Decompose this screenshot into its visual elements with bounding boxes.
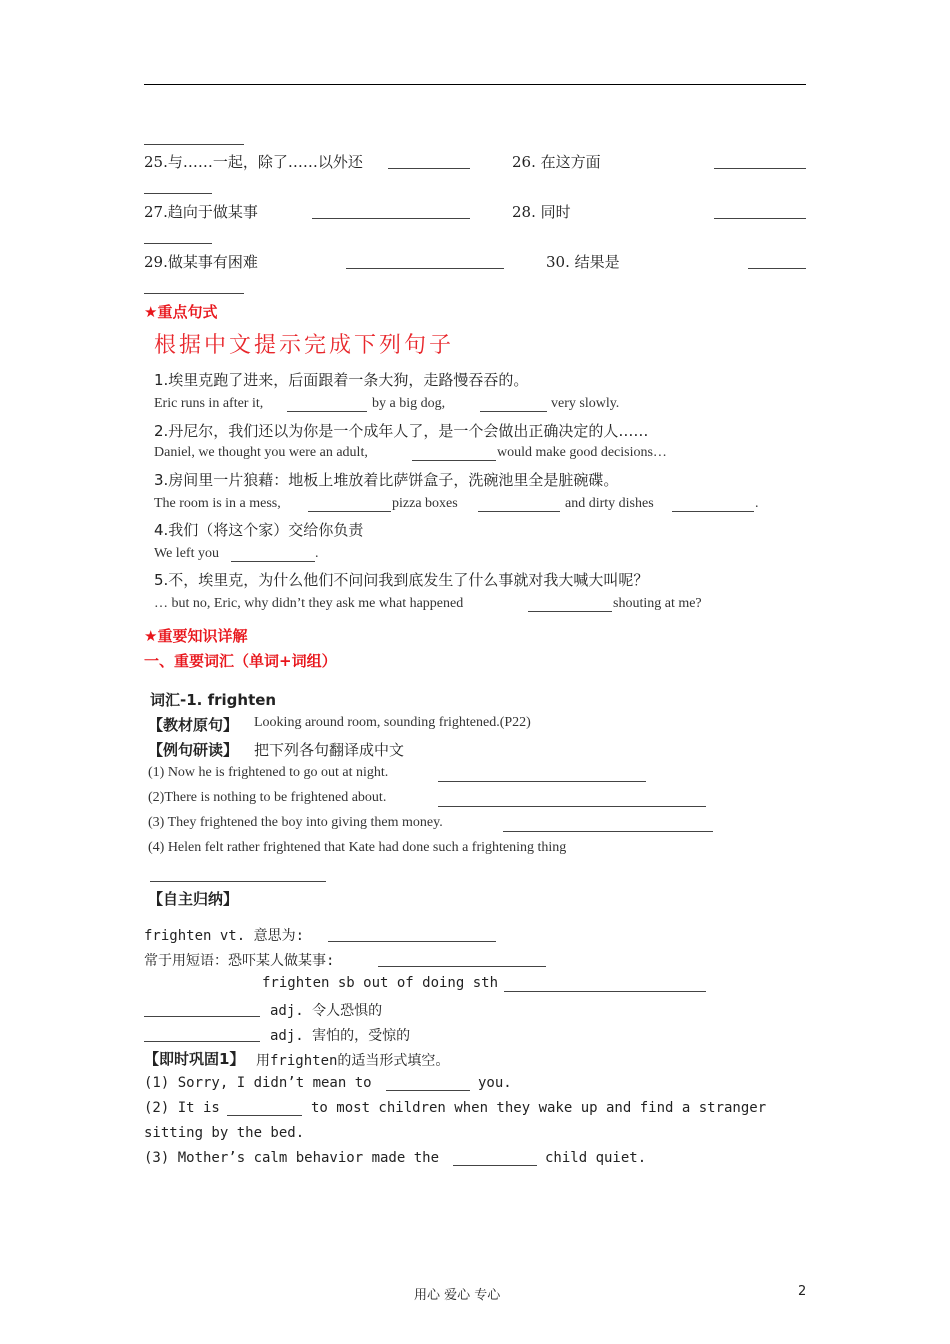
examples-instruction: 把下列各句翻译成中文 <box>254 741 405 759</box>
answer-blank[interactable] <box>144 144 244 145</box>
answer-blank[interactable] <box>150 881 326 882</box>
answer-blank[interactable] <box>227 1115 302 1116</box>
section-one-heading: 一、重要词汇（单词+词组） <box>144 652 337 670</box>
vocab-item-29: 29.做某事有困难 <box>144 253 258 271</box>
source-text: Looking around room, sounding frightened.(P22) <box>254 715 531 730</box>
vocab-item-title: 词汇-1. frighten <box>150 691 277 709</box>
answer-blank[interactable] <box>412 460 496 461</box>
example-3: (3) They frightened the boy into giving them money. <box>148 815 443 830</box>
summary-label: 【自主归纳】 <box>148 890 239 908</box>
answer-blank[interactable] <box>144 1041 260 1042</box>
sentence-2-cn: 2.丹尼尔，我们还以为你是一个成年人了，是一个会做出正确决定的人…… <box>154 422 649 440</box>
answer-blank[interactable] <box>714 218 806 219</box>
vocab-item-28: 28. 同时 <box>512 203 571 221</box>
sentence-1-en-b: by a big dog, <box>372 396 446 411</box>
knowledge-heading: ★重要知识详解 <box>144 627 248 645</box>
answer-blank[interactable] <box>312 218 470 219</box>
sentence-3-en-c: and dirty dishes <box>565 496 654 511</box>
vocab-item-30: 30. 结果是 <box>546 253 620 271</box>
examples-label: 【例句研读】 <box>148 741 239 759</box>
summary-line-5: adj. 害怕的，受惊的 <box>270 1028 411 1044</box>
answer-blank[interactable] <box>438 806 706 807</box>
sentence-5-en-a: … but no, Eric, why didn’t they ask me what happened <box>154 596 464 611</box>
example-1: (1) Now he is frightened to go out at night. <box>148 765 389 780</box>
summary-line-2: 常于用短语：恐吓某人做某事: <box>144 953 335 969</box>
answer-blank[interactable] <box>231 561 315 562</box>
answer-blank[interactable] <box>308 511 391 512</box>
answer-blank[interactable] <box>144 193 212 194</box>
sentence-5-cn: 5.不，埃里克，为什么他们不问问我到底发生了什么事就对我大喊大叫呢？ <box>154 571 649 589</box>
practice-q3-a: (3) Mother’s calm behavior made the <box>144 1150 440 1166</box>
practice-q1-b: you. <box>478 1075 512 1091</box>
practice-label: 【即时巩固1】 <box>144 1050 245 1068</box>
summary-line-1: frighten vt. 意思为: <box>144 928 305 944</box>
answer-blank[interactable] <box>478 511 560 512</box>
source-label: 【教材原句】 <box>148 716 239 734</box>
key-sentences-heading: ★重点句式 <box>144 303 218 321</box>
vocab-item-26: 26. 在这方面 <box>512 153 601 171</box>
footer-text: 用心 爱心 专心 <box>414 1288 501 1303</box>
answer-blank[interactable] <box>144 1016 260 1017</box>
answer-blank[interactable] <box>328 941 496 942</box>
banner-title: 根据中文提示完成下列句子 <box>154 333 455 358</box>
sentence-5-en-b: shouting at me? <box>613 596 702 611</box>
answer-blank[interactable] <box>453 1165 537 1166</box>
answer-blank[interactable] <box>346 268 504 269</box>
page-number: 2 <box>798 1284 807 1299</box>
sentence-4-en-b: . <box>315 546 319 561</box>
practice-q3-b: child quiet. <box>545 1150 647 1166</box>
sentence-2-en-a: Daniel, we thought you were an adult, <box>154 445 368 460</box>
practice-q2-c: sitting by the bed. <box>144 1125 305 1141</box>
sentence-4-en-a: We left you <box>154 546 219 561</box>
example-2: (2)There is nothing to be frightened about. <box>148 790 387 805</box>
sentence-2-en-b: would make good decisions… <box>497 445 667 460</box>
practice-instruction: 用frighten的适当形式填空。 <box>256 1053 450 1069</box>
header-rule <box>144 84 806 85</box>
answer-blank[interactable] <box>714 168 806 169</box>
answer-blank[interactable] <box>503 831 713 832</box>
sentence-1-cn: 1.埃里克跑了进来，后面跟着一条大狗，走路慢吞吞的。 <box>154 371 529 389</box>
answer-blank[interactable] <box>672 511 754 512</box>
answer-blank[interactable] <box>480 411 547 412</box>
practice-q2-a: (2) It is <box>144 1100 220 1116</box>
answer-blank[interactable] <box>287 411 367 412</box>
answer-blank[interactable] <box>748 268 806 269</box>
answer-blank[interactable] <box>528 611 612 612</box>
answer-blank[interactable] <box>144 243 212 244</box>
answer-blank[interactable] <box>386 1090 470 1091</box>
sentence-3-en-a: The room is in a mess, <box>154 496 281 511</box>
sentence-3-en-b: pizza boxes <box>392 496 458 511</box>
example-4: (4) Helen felt rather frightened that Kate had done such a frightening thing <box>148 840 567 855</box>
answer-blank[interactable] <box>504 991 706 992</box>
practice-q1-a: (1) Sorry, I didn’t mean to <box>144 1075 372 1091</box>
practice-q2-b: to most children when they wake up and find a stranger <box>311 1100 767 1116</box>
answer-blank[interactable] <box>438 781 646 782</box>
summary-line-4: adj. 令人恐惧的 <box>270 1003 383 1019</box>
sentence-3-cn: 3.房间里一片狼藉：地板上堆放着比萨饼盒子，洗碗池里全是脏碗碟。 <box>154 471 619 489</box>
answer-blank[interactable] <box>388 168 470 169</box>
answer-blank[interactable] <box>378 966 546 967</box>
answer-blank[interactable] <box>144 293 244 294</box>
vocab-item-27: 27.趋向于做某事 <box>144 203 258 221</box>
vocab-item-25: 25.与……一起，除了……以外还 <box>144 153 363 171</box>
summary-line-3: frighten sb out of doing sth <box>262 975 499 991</box>
sentence-1-en-c: very slowly. <box>551 396 620 411</box>
sentence-1-en-a: Eric runs in after it, <box>154 396 264 411</box>
sentence-3-en-d: . <box>755 496 759 511</box>
sentence-4-cn: 4.我们（将这个家）交给你负责 <box>154 521 364 539</box>
